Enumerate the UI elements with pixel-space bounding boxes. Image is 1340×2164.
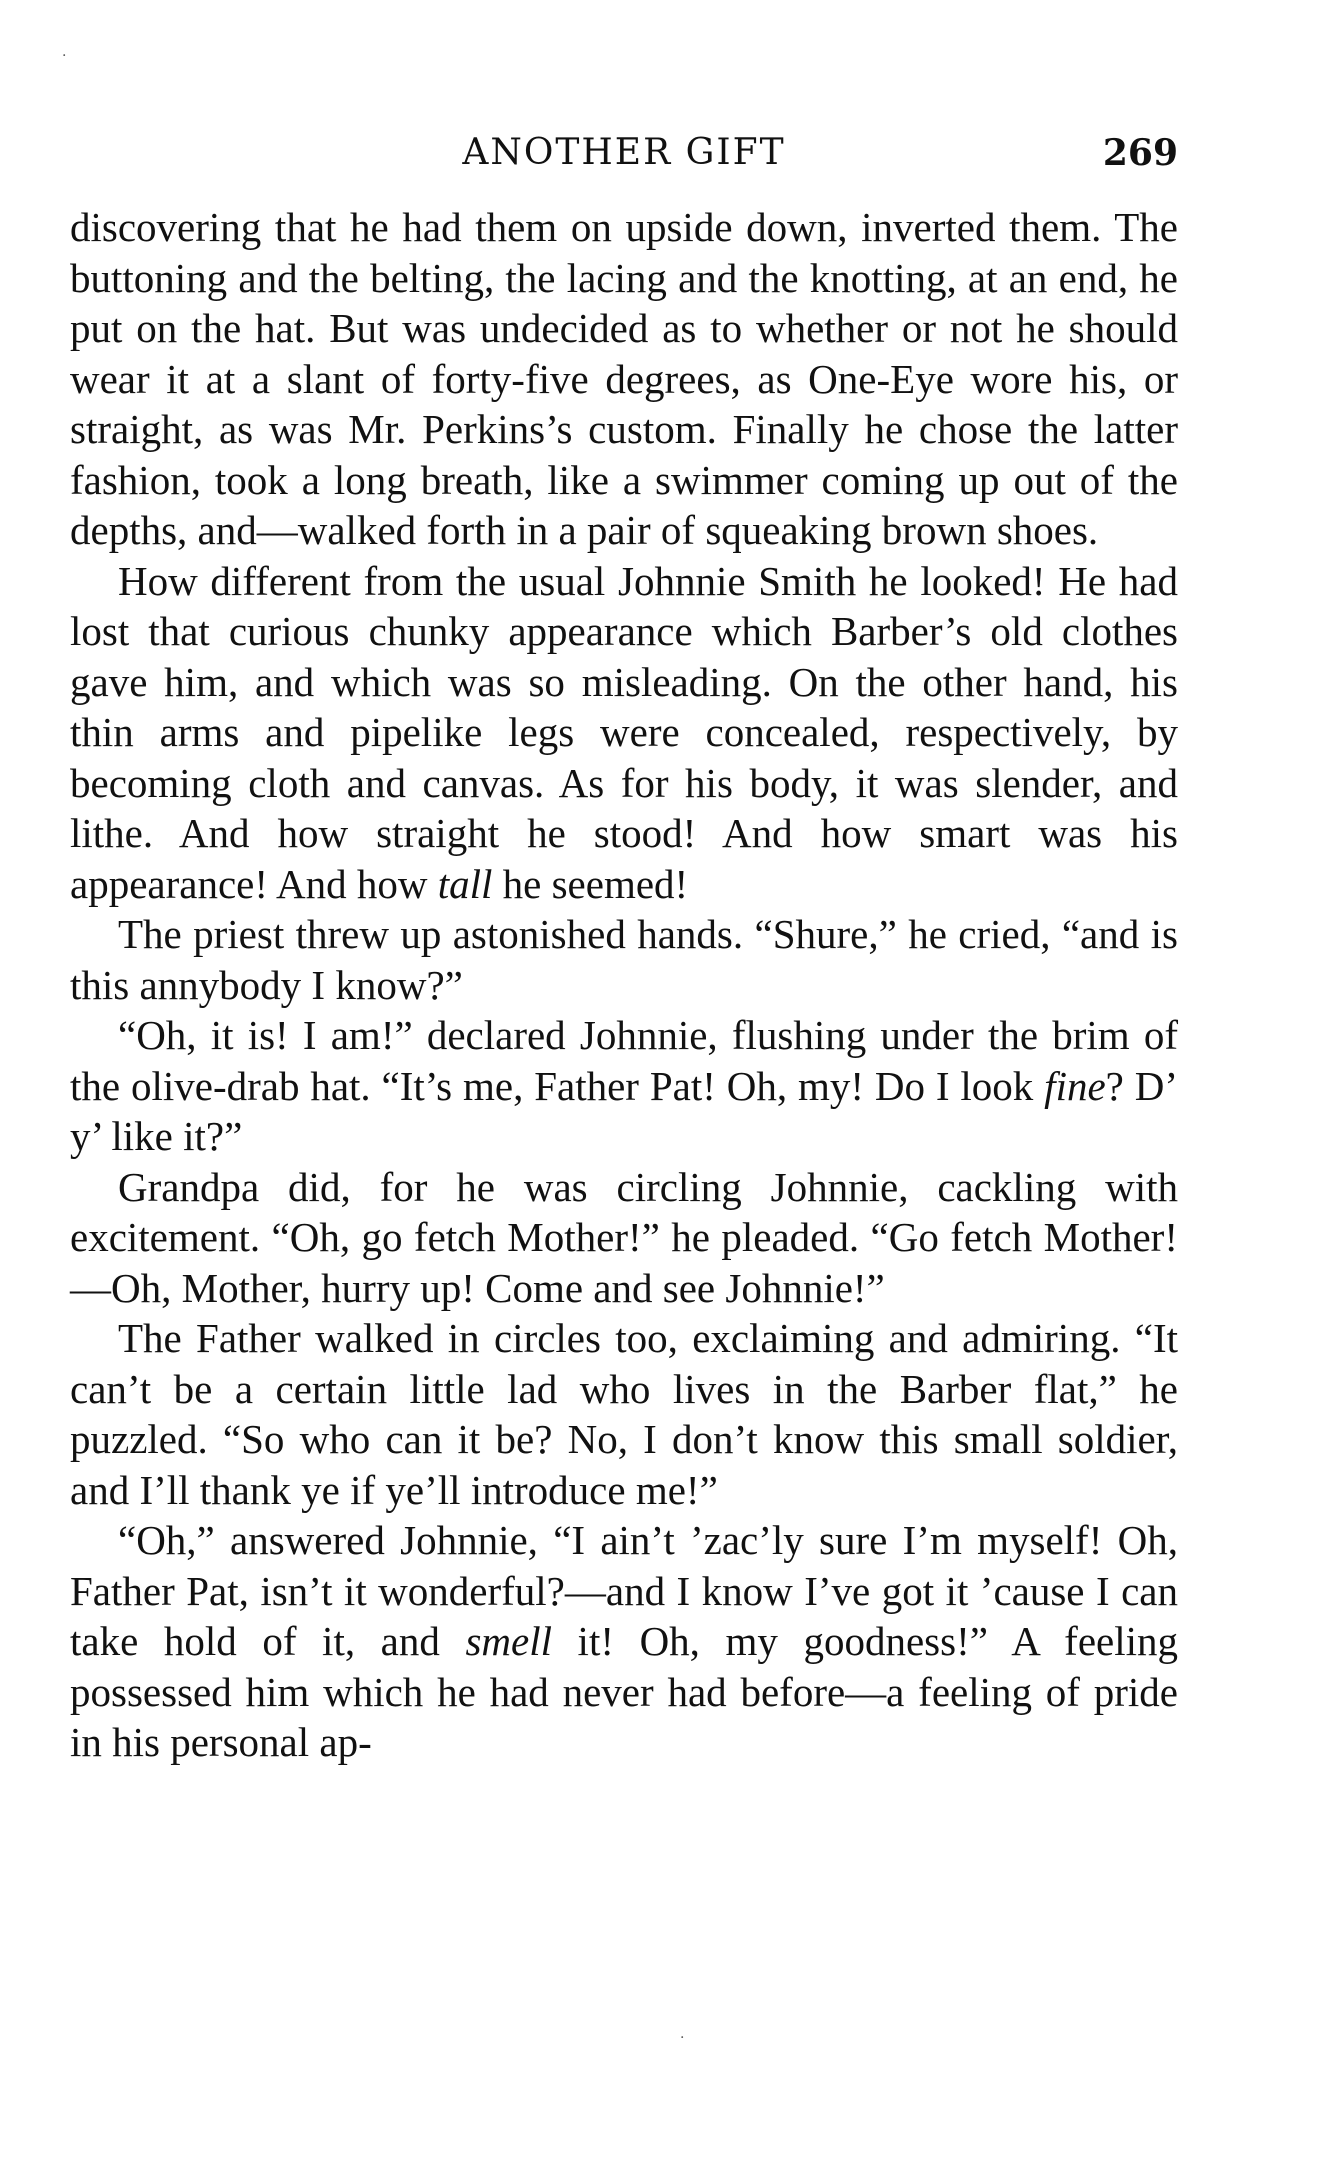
paragraph bbox=[70, 1313, 1178, 1515]
paragraph bbox=[70, 556, 1178, 910]
text-run: “Oh,” answered Johnnie, “I ain’t ’zac’ly sure I’m myself! Oh, Father Pat, isn’t it wonderful?—and I know I’ve got it ’cause I can take hold of it, and bbox=[70, 1517, 1178, 1664]
text-run: it! Oh, my goodness!” A feeling possessed him which he had never had before—a feeling of pride in his personal ap- bbox=[70, 1618, 1178, 1765]
text-run: The priest threw up astonished hands. “Shure,” he cried, “and is this annybody I know?” bbox=[70, 911, 1178, 1008]
paragraph bbox=[70, 202, 1178, 556]
text-run: The Father walked in circles too, exclaiming and admiring. “It can’t be a certain little lad who lives in the Barber flat,” he puzzled. “So who can it be? No, I don’t know this small soldier, and I’ll thank ye if ye’ll introduce me!” bbox=[70, 1315, 1178, 1513]
italic-text-run: tall bbox=[437, 860, 493, 907]
text-run: discovering that he had them on upside down, inverted them. The buttoning and the belting, the lacing and the knotting, at an end, he put on the hat. But was undecided as to whether or not he should wear it at a slant of forty-five degrees, as One-Eye wore his, or straight, as was Mr. Perkins’s custom. Finally he chose the latter fashion, took a long breath, like a swimmer coming up out of the depths, and—walked forth in a pair of squeaking brown shoes. bbox=[70, 204, 1178, 553]
book-page bbox=[70, 132, 1178, 1768]
paragraph bbox=[70, 1010, 1178, 1162]
italic-text-run: fine bbox=[1044, 1062, 1106, 1109]
ink-speck: · bbox=[680, 2030, 685, 2046]
paragraph bbox=[70, 1515, 1178, 1768]
text-run: “Oh, it is! I am!” declared Johnnie, flushing under the brim of the olive-drab hat. “It’s me, Father Pat! Oh, my! Do I look bbox=[70, 1012, 1178, 1109]
body-text bbox=[70, 202, 1178, 1768]
text-run: Grandpa did, for he was circling Johnnie, cackling with excitement. “Oh, go fetch Mother!” he pleaded. “Go fetch Mother!—Oh, Mother, hurry up! Come and see Johnnie!” bbox=[70, 1163, 1178, 1311]
page-number: 269 bbox=[1102, 132, 1178, 174]
ink-speck: · bbox=[62, 48, 67, 64]
paragraph bbox=[70, 1162, 1178, 1314]
paragraph bbox=[70, 909, 1178, 1010]
page-header bbox=[70, 132, 1178, 202]
italic-text-run: smell bbox=[465, 1618, 552, 1664]
text-run: ? D’ y’ like it?” bbox=[70, 1062, 1178, 1159]
text-run: How different from the usual Johnnie Smith he looked! He had lost that curious chunky appearance which Barber’s old clothes gave him, and which was so misleading. On the other hand, his thin arms and pipelike legs were concealed, respectively, by becoming cloth and canvas. As for his body, it was slender, and lithe. And how straight he stood! And how smart was his appearance! And how bbox=[70, 557, 1178, 907]
text-run: he seemed! bbox=[492, 860, 689, 907]
running-title: ANOTHER GIFT bbox=[462, 132, 786, 173]
